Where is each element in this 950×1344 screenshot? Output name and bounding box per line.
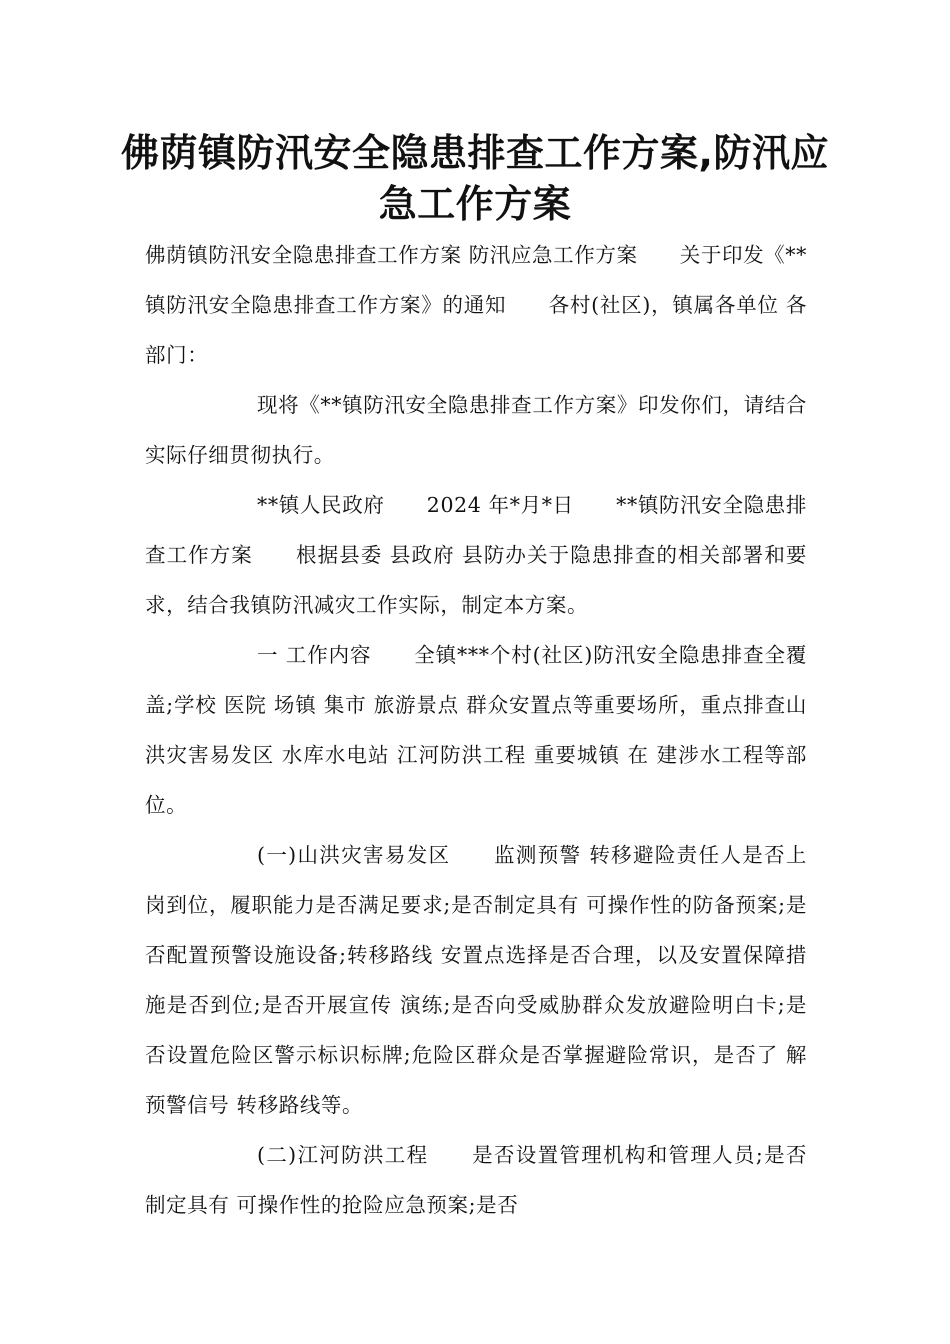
paragraph-river-flood-control: (二)江河防洪工程 是否设置管理机构和管理人员;是否制定具有 可操作性的抢险应急预案;是否 — [145, 1143, 807, 1217]
paragraph-intro: 佛荫镇防汛安全隐患排查工作方案 防汛应急工作方案 关于印发《**镇防汛安全隐患排查工作方案》的通知 各村(社区)，镇属各单位 各部门： — [145, 243, 807, 367]
paragraph-basis: **镇人民政府 2024 年*月*日 **镇防汛安全隐患排查工作方案 根据县委 县政府 县防办关于隐患排查的相关部署和要求，结合我镇防汛减灾工作实际，制定本方案。 — [145, 493, 807, 617]
paragraph-work-content: 一 工作内容 全镇***个村(社区)防汛安全隐患排查全覆盖;学校 医院 场镇 集市 旅游景点 群众安置点等重要场所，重点排查山洪灾害易发区 水库水电站 江河防洪工程 重要城镇 在 建涉水工程等部位。 — [145, 643, 807, 817]
document-body — [145, 230, 807, 1230]
paragraph-flash-flood-area: (一)山洪灾害易发区 监测预警 转移避险责任人是否上岗到位，履职能力是否满足要求;是否制定具有 可操作性的防备预案;是否配置预警设施设备;转移路线 安置点选择是否合理，以及安置保障措施是否到位;是否开展宣传 演练;是否向受威胁群众发放避险明白卡;是否设置危险区警示标识标牌;危险区群众是否掌握避险常识，是否了 解预警信号 转移路线等。 — [145, 843, 807, 1117]
document-title: 佛荫镇防汛安全隐患排查工作方案,防汛应急工作方案 — [121, 131, 829, 226]
paragraph-notice: 现将《**镇防汛安全隐患排查工作方案》印发你们，请结合实际仔细贯彻执行。 — [145, 393, 807, 467]
